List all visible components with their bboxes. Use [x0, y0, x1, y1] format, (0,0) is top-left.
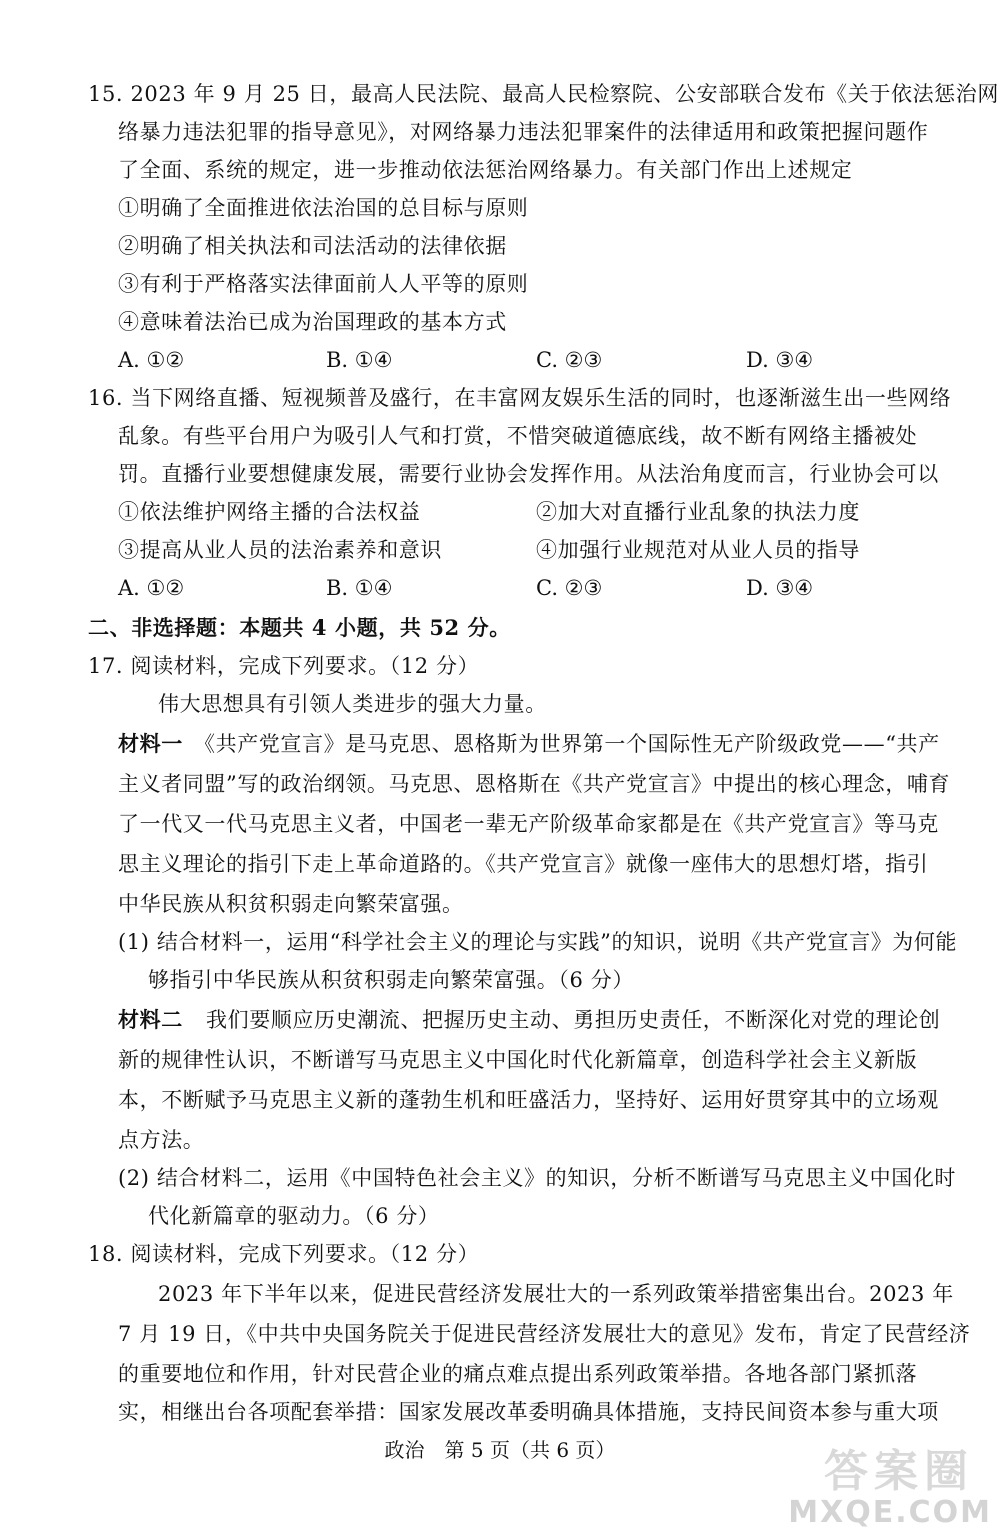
q16-option-d: D. ③④: [746, 576, 814, 600]
q16-line-1: 16. 当下网络直播、短视频普及盛行，在丰富网友娱乐生活的同时，也逐渐滋生出一些网络: [88, 386, 952, 410]
q15-line-1: 15. 2023 年 9 月 25 日，最高人民法院、最高人民检察院、公安部联合发布《关于依法惩治网: [88, 82, 999, 106]
q16-line-3: 罚。直播行业要想健康发展，需要行业协会发挥作用。从法治角度而言，行业协会可以: [118, 462, 939, 486]
q16-option-c: C. ②③: [536, 576, 603, 600]
watermark-text-top: 答案圈: [824, 1446, 974, 1497]
q15-line-3: 了全面、系统的规定，进一步推动依法惩治网络暴力。有关部门作出上述规定: [118, 158, 853, 182]
q18-line-3: 的重要地位和作用，针对民营企业的痛点难点提出系列政策举措。各地各部门紧抓落: [118, 1362, 918, 1386]
q18-title: 18. 阅读材料，完成下列要求。（12 分）: [88, 1242, 480, 1266]
q15-option-a: A. ①②: [118, 348, 185, 372]
q15-option-b: B. ①④: [326, 348, 393, 372]
q15-option-d: D. ③④: [746, 348, 814, 372]
q17-material2-line-2: 新的规律性认识，不断谱写马克思主义中国化时代化新篇章，创造科学社会主义新版: [118, 1048, 918, 1072]
q16-statement-1: ①依法维护网络主播的合法权益: [118, 500, 421, 524]
watermark-logo: [788, 1435, 992, 1530]
q15-statement-3: ③有利于严格落实法律面前人人平等的原则: [118, 272, 529, 296]
q17-title: 17. 阅读材料，完成下列要求。（12 分）: [88, 654, 480, 678]
q15-statement-1: ①明确了全面推进依法治国的总目标与原则: [118, 196, 529, 220]
q17-sub1-line-2: 够指引中华民族从积贫积弱走向繁荣富强。（6 分）: [148, 968, 634, 992]
q15-statement-2: ②明确了相关执法和司法活动的法律依据: [118, 234, 507, 258]
q16-option-b: B. ①④: [326, 576, 393, 600]
q17-material2-line-4: 点方法。: [118, 1128, 205, 1152]
q16-statement-3: ③提高从业人员的法治素养和意识: [118, 538, 442, 562]
section-heading: 二、非选择题：本题共 4 小题，共 52 分。: [88, 615, 511, 640]
q16-statement-4: ④加强行业规范对从业人员的指导: [536, 538, 860, 562]
q16-option-a: A. ①②: [118, 576, 185, 600]
q18-line-4: 实，相继出台各项配套举措：国家发展改革委明确具体措施，支持民间资本参与重大项: [118, 1400, 939, 1424]
q17-material1-line-2: 主义者同盟”写的政治纲领。马克思、恩格斯在《共产党宣言》中提出的核心理念，哺育: [118, 772, 951, 796]
q15-line-2: 络暴力违法犯罪的指导意见》，对网络暴力违法犯罪案件的法律适用和政策把握问题作: [118, 120, 929, 144]
watermark-text-bottom: MXQE.COM: [788, 1495, 992, 1530]
q18-line-1: 2023 年下半年以来，促进民营经济发展壮大的一系列政策举措密集出台。2023 年: [158, 1282, 954, 1306]
q18-line-2: 7 月 19 日，《中共中央国务院关于促进民营经济发展壮大的意见》发布，肯定了民营经济: [118, 1322, 971, 1346]
q17-material1-line-1: 《共产党宣言》是马克思、恩格斯为世界第一个国际性无产阶级政党——“共产: [194, 732, 940, 756]
q17-sub2-line-2: 代化新篇章的驱动力。（6 分）: [148, 1204, 440, 1228]
q15-statement-4: ④意味着法治已成为治国理政的基本方式: [118, 310, 507, 334]
q16-statement-2: ②加大对直播行业乱象的执法力度: [536, 500, 860, 524]
q17-material1-line-5: 中华民族从积贫积弱走向繁荣富强。: [118, 892, 464, 916]
q17-material2-line-3: 本，不断赋予马克思主义新的蓬勃生机和旺盛活力，坚持好、运用好贯穿其中的立场观: [118, 1088, 939, 1112]
q17-material2-label: 材料二: [118, 1007, 183, 1032]
q16-line-2: 乱象。有些平台用户为吸引人气和打赏，不惜突破道德底线，故不断有网络主播被处: [118, 424, 918, 448]
q17-sub2-line-1: (2) 结合材料二，运用《中国特色社会主义》的知识，分析不断谱写马克思主义中国化时: [118, 1166, 957, 1190]
q17-material1-line-3: 了一代又一代马克思主义者，中国老一辈无产阶级革命家都是在《共产党宣言》等马克: [118, 812, 939, 836]
q17-material1-label: 材料一: [118, 731, 183, 756]
q17-sub1-line-1: (1) 结合材料一，运用“科学社会主义的理论与实践”的知识，说明《共产党宣言》为何能: [118, 930, 958, 954]
q17-intro: 伟大思想具有引领人类进步的强大力量。: [158, 692, 547, 716]
page-footer: 政治 第 5 页（共 6 页）: [384, 1438, 616, 1462]
q15-option-c: C. ②③: [536, 348, 603, 372]
q17-material1-line-4: 思主义理论的指引下走上革命道路的。《共产党宣言》就像一座伟大的思想灯塔，指引: [118, 852, 929, 876]
q17-material2-line-1: 我们要顺应历史潮流、把握历史主动、勇担历史责任，不断深化对党的理论创: [206, 1008, 941, 1032]
